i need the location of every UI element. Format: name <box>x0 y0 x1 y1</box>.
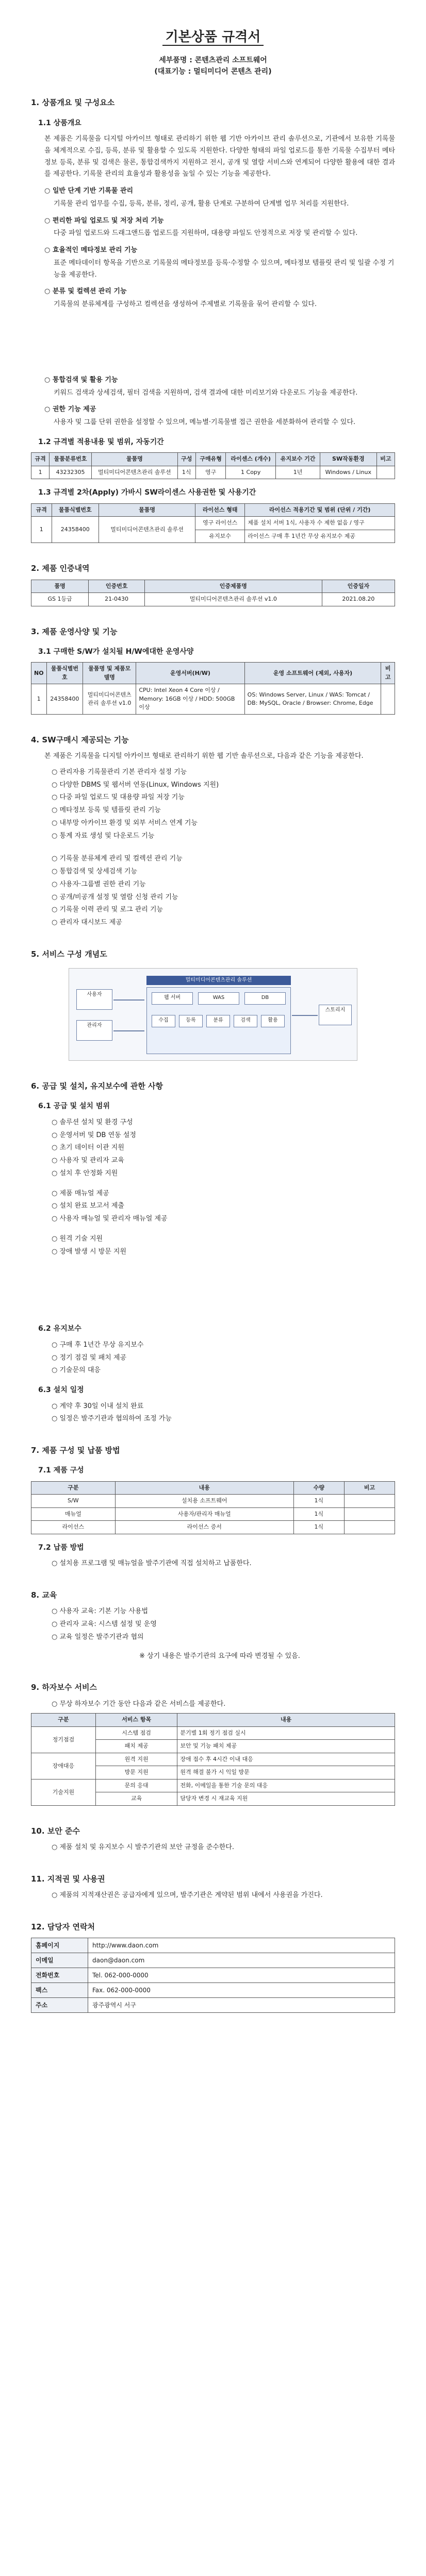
table-row <box>31 1953 395 1968</box>
table-cell <box>344 1495 395 1508</box>
table-header: 비고 <box>344 1481 395 1495</box>
table-cell: 전화, 이메일을 통한 기술 문의 대응 <box>177 1779 395 1792</box>
list-item: ○ 공개/비공개 설정 및 열람 신청 관리 기능 <box>52 893 178 901</box>
contact-key: 전화번호 <box>31 1968 88 1983</box>
table-cell: 유지보수 <box>195 530 245 543</box>
contact-value: Tel. 062-000-0000 <box>88 1968 395 1983</box>
spec-table <box>31 452 395 479</box>
table-cell <box>376 466 395 479</box>
note-text: ※ 상기 내용은 발주기관의 요구에 따라 변경될 수 있음. <box>139 1652 300 1660</box>
list-item: ○ 설치 완료 보고서 제출 <box>52 1202 124 1210</box>
table-cell: 정기점검 <box>31 1726 96 1753</box>
feature-body: 표준 메타데이터 항목을 기반으로 기록물의 메타정보를 등록·수정할 수 있으며, 메타정보 템플릿 관리 및 일괄 수정 기능을 제공한다. <box>54 259 395 279</box>
diagram-storage: 스토리지 <box>319 1005 352 1025</box>
table-header: 비고 <box>376 453 395 466</box>
table-cell: 멀티미디어콘텐츠관리 솔루션 <box>99 517 195 543</box>
title-text: 기본상품 규격서 <box>162 29 264 46</box>
section-6-heading: 6. 공급 및 설치, 유지보수에 관한 사항 <box>31 1081 163 1091</box>
diagram-arrow <box>113 1030 144 1031</box>
section-9-heading: 9. 하자보수 서비스 <box>31 1683 97 1692</box>
table-header: 운영서버(H/W) <box>136 663 244 684</box>
table-cell: 멀티미디어콘텐츠관리 솔루션 <box>91 466 177 479</box>
list-item: ○ 통계 자료 생성 및 다운로드 기능 <box>52 832 155 840</box>
contact-table <box>31 1938 395 2013</box>
list-item: ○ 구매 후 1년간 무상 유지보수 <box>52 1341 144 1349</box>
diagram-arrow <box>113 999 144 1001</box>
function-list-2 <box>31 853 395 929</box>
contact-value: Fax. 062-000-0000 <box>88 1983 395 1998</box>
contact-key: 홈페이지 <box>31 1938 88 1953</box>
service-diagram <box>69 968 357 1061</box>
table-cell <box>381 684 395 715</box>
table-cell: 사용자/관리자 매뉴얼 <box>115 1507 293 1521</box>
table-header: 구성 <box>177 453 195 466</box>
table-header: 물품식별번호 <box>46 663 83 684</box>
list-item: ○ 관리자 대시보드 제공 <box>52 919 122 927</box>
table-header: 인증번호 <box>89 580 145 593</box>
delivery-text: ○ 설치용 프로그램 및 매뉴얼을 발주기관에 직접 설치하고 납품한다. <box>52 1560 252 1568</box>
feature-head: ○ 분류 및 컬렉션 관리 기능 <box>44 287 127 296</box>
feature-head: ○ 통합검색 및 활용 기능 <box>44 376 118 384</box>
list-item: ○ 기록물 이력 관리 및 로그 관리 기능 <box>52 906 163 914</box>
section-4-intro: 본 제품은 기록물을 디지털 아카이브 형태로 관리하기 위한 웹 기반 솔루션으로, 다음과 같은 기능을 제공한다. <box>44 752 364 760</box>
table-header: 운영 소프트웨어 (제외, 사용자) <box>244 663 381 684</box>
list-item: ○ 통합검색 및 상세검색 기능 <box>52 868 138 876</box>
list-item: ○ 기술문의 대응 <box>52 1366 101 1375</box>
table-header: 비고 <box>381 663 395 684</box>
table-cell: 라이선스 <box>31 1521 116 1534</box>
table-row <box>31 1507 395 1521</box>
page-gap <box>31 313 395 369</box>
subtitle-line-2: (대표기능 : 멀티미디어 콘텐츠 관리) <box>154 67 272 76</box>
document-title <box>31 26 395 49</box>
table-cell: 1 Copy <box>226 466 276 479</box>
table-header: 물품명 <box>91 453 177 466</box>
document-subtitle <box>31 55 395 78</box>
list-item: ○ 내부망 아카이브 환경 및 외부 서비스 연계 기능 <box>52 819 198 827</box>
contact-key: 이메일 <box>31 1953 88 1968</box>
table-cell: 교육 <box>95 1792 177 1806</box>
feature-list <box>31 185 395 311</box>
table-cell: 패치 제공 <box>95 1740 177 1753</box>
section-10-heading: 10. 보안 준수 <box>31 1826 80 1836</box>
table-header: 라이센스 (개수) <box>226 453 276 466</box>
contact-value: 광주광역시 서구 <box>88 1998 395 2013</box>
table-row <box>31 684 395 715</box>
table-header: 라이선스 형태 <box>195 503 245 517</box>
table-header: 물품명 및 제품모델명 <box>83 663 136 684</box>
feature-body: 사용자 및 그룹 단위 권한을 설정할 수 있으며, 메뉴별·기록물별 접근 권한을 세분화하여 관리할 수 있다. <box>54 418 356 427</box>
diagram-was: WAS <box>198 992 239 1005</box>
table-cell: 담당자 변경 시 재교육 지원 <box>177 1792 395 1806</box>
diagram-module: 등록 <box>179 1015 203 1027</box>
table-cell: GS 1등급 <box>31 593 89 606</box>
table-header: 내용 <box>115 1481 293 1495</box>
table-header: NO <box>31 663 47 684</box>
feature-head: ○ 일반 단계 기반 기록물 관리 <box>44 187 134 195</box>
list-item: ○ 관리자용 기록물관리 기본 관리자 설정 기능 <box>52 768 187 776</box>
section-12-heading: 12. 담당자 연락처 <box>31 1922 95 1931</box>
table-row <box>31 1998 395 2013</box>
supply-list-3 <box>31 1233 395 1258</box>
supply-list-1 <box>31 1117 395 1180</box>
table-row <box>31 517 395 530</box>
feature-body: 다중 파일 업로드와 드래그앤드롭 업로드를 지원하며, 대용량 파일도 안정적으로 저장 및 관리할 수 있다. <box>54 229 358 238</box>
table-cell: 1식 <box>293 1507 344 1521</box>
table-cell: 원격 해결 불가 시 익일 방문 <box>177 1766 395 1780</box>
table-row <box>31 593 395 606</box>
table-cell: 보안 및 기능 패치 제공 <box>177 1740 395 1753</box>
table-cell: 영구 <box>195 466 225 479</box>
diagram-header: 멀티미디어콘텐츠관리 솔루션 <box>146 976 291 985</box>
table-cell: 영구 라이선스 <box>195 517 245 530</box>
list-item: ○ 초기 데이터 이관 지원 <box>52 1144 124 1152</box>
diagram-module: 분류 <box>206 1015 230 1027</box>
table-header: SW작동환경 <box>320 453 376 466</box>
contact-email-link[interactable]: daon@daon.com <box>88 1953 395 1968</box>
list-item: ○ 운영서버 및 DB 연동 설정 <box>52 1131 136 1139</box>
feature-head: ○ 편리한 파일 업로드 및 저장 처리 기능 <box>44 216 164 225</box>
table-header: 구분 <box>31 1714 96 1727</box>
diagram-admin: 관리자 <box>76 1020 112 1041</box>
table-cell: 원격 지원 <box>95 1753 177 1766</box>
table-header: 유지보수 기간 <box>276 453 320 466</box>
table-cell: 설치용 소프트웨어 <box>115 1495 293 1508</box>
list-item: ○ 교육 일정은 발주기관과 협의 <box>52 1633 144 1641</box>
table-cell: 멀티미디어콘텐츠관리 솔루션 v1.0 <box>83 684 136 715</box>
table-cell: 21-0430 <box>89 593 145 606</box>
table-header: 물품식별번호 <box>52 503 99 517</box>
table-cell: 24358400 <box>46 684 83 715</box>
section-7-2-heading: 7.2 납품 방법 <box>38 1543 84 1552</box>
section-1-1-heading: 1.1 상품개요 <box>38 118 81 127</box>
function-list-1 <box>31 767 395 842</box>
table-cell: 분기별 1회 정기 점검 실시 <box>177 1726 395 1740</box>
ip-text: ○ 제품의 지적재산권은 공급자에게 있으며, 발주기관은 계약된 범위 내에서 사용권을 가진다. <box>52 1891 323 1900</box>
diagram-arrow <box>292 1015 318 1016</box>
composition-table <box>31 1481 395 1534</box>
list-item: ○ 제품 매뉴얼 제공 <box>52 1189 109 1197</box>
diagram-module: 수집 <box>152 1015 175 1027</box>
section-2-heading: 2. 제품 인증내역 <box>31 564 90 573</box>
table-header: 규격 <box>31 503 52 517</box>
table-cell: 라이선스 구매 후 1년간 무상 유지보수 제공 <box>245 530 395 543</box>
table-row <box>31 466 395 479</box>
list-item: ○ 메타정보 등록 및 템플릿 관리 기능 <box>52 806 161 815</box>
table-cell: 1 <box>31 684 47 715</box>
table-cell: 1년 <box>276 466 320 479</box>
section-11-heading: 11. 지적권 및 사용권 <box>31 1874 105 1884</box>
feature-body: 기록물 관리 업무를 수집, 등록, 분류, 정리, 공개, 활용 단계로 구분하여 단계별 업무 처리를 지원한다. <box>54 199 349 208</box>
table-header: 내용 <box>177 1714 395 1727</box>
table-cell: 기술지원 <box>31 1779 96 1805</box>
section-5-heading: 5. 서비스 구성 개념도 <box>31 949 107 959</box>
table-cell: 1식 <box>177 466 195 479</box>
maintenance-list <box>31 1340 395 1377</box>
table-cell: 장애 접수 후 4시간 이내 대응 <box>177 1753 395 1766</box>
table-header: 인증일자 <box>322 580 395 593</box>
list-item: ○ 관리자 교육: 시스템 설정 및 운영 <box>52 1620 157 1629</box>
feature-head: ○ 효율적인 메타정보 관리 기능 <box>44 246 138 255</box>
table-header: 서비스 항목 <box>95 1714 177 1727</box>
table-row <box>31 1938 395 1953</box>
table-row <box>31 1968 395 1983</box>
table-header: 물품명 <box>99 503 195 517</box>
list-item: ○ 장애 발생 시 방문 지원 <box>52 1247 127 1256</box>
section-9-intro: ○ 무상 하자보수 기간 동안 다음과 같은 서비스를 제공한다. <box>52 1700 226 1708</box>
table-cell: 2021.08.20 <box>322 593 395 606</box>
table-cell: 43232305 <box>50 466 92 479</box>
section-3-1-heading: 3.1 구매한 S/W가 설치될 H/W에대한 운영사양 <box>38 647 194 656</box>
table-cell: 24358400 <box>52 517 99 543</box>
table-row <box>31 1495 395 1508</box>
table-header: 품명 <box>31 580 89 593</box>
table-cell: 매뉴얼 <box>31 1507 116 1521</box>
table-cell: 제품 설치 서버 1식, 사용자 수 제한 없음 / 영구 <box>245 517 395 530</box>
list-item: ○ 일정은 발주기관과 협의하여 조정 가능 <box>52 1415 172 1423</box>
section-6-3-heading: 6.3 설치 일정 <box>38 1386 84 1395</box>
table-header: 물품분류번호 <box>50 453 92 466</box>
feature-body: 기록물의 분류체계를 구성하고 컬렉션을 생성하여 주제별로 기록물을 묶어 관리할 수 있다. <box>54 300 317 309</box>
table-cell: S/W <box>31 1495 116 1508</box>
feature-body: 키워드 검색과 상세검색, 필터 검색을 지원하며, 검색 결과에 대한 미리보기와 다운로드 기능을 제공한다. <box>54 388 358 397</box>
table-header: 인증제품명 <box>144 580 322 593</box>
section-4-heading: 4. SW구매시 제공되는 기능 <box>31 735 129 744</box>
supply-list-2 <box>31 1188 395 1225</box>
diagram-module: 활용 <box>261 1015 285 1027</box>
list-item: ○ 다양한 DBMS 및 웹서버 연동(Linux, Windows 지원) <box>52 781 219 789</box>
list-item: ○ 사용자 교육: 기본 기능 사용법 <box>52 1607 149 1616</box>
diagram-module: 검색 <box>234 1015 257 1027</box>
table-header: 수량 <box>293 1481 344 1495</box>
diagram-web: 웹 서버 <box>152 992 193 1005</box>
table-cell: CPU: Intel Xeon 4 Core 이상 / Memory: 16GB 이상 / HDD: 500GB 이상 <box>136 684 244 715</box>
table-row <box>31 1521 395 1534</box>
list-item: ○ 솔루션 설치 및 환경 구성 <box>52 1118 133 1126</box>
list-item: ○ 사용자 및 관리자 교육 <box>52 1157 124 1165</box>
diagram-db: DB <box>244 992 286 1005</box>
table-header: 규격 <box>31 453 50 466</box>
table-cell: Windows / Linux <box>320 466 376 479</box>
list-item: ○ 계약 후 30일 이내 설치 완료 <box>52 1402 144 1410</box>
env-table <box>31 662 395 715</box>
subtitle-line-1: 세부품명 : 콘텐츠관리 소프트웨어 <box>159 56 267 64</box>
table-cell: 라이선스 증서 <box>115 1521 293 1534</box>
schedule-list <box>31 1401 395 1426</box>
section-1-heading: 1. 상품개요 및 구성요소 <box>31 98 115 108</box>
list-item: ○ 원격 기술 지원 <box>52 1234 103 1243</box>
table-header: 구매유형 <box>195 453 225 466</box>
section-1-2-heading: 1.2 규격별 적용내용 및 범위, 자동기간 <box>38 437 164 446</box>
section-1-3-heading: 1.3 규격별 2차(Apply) 가바시 SW라이센스 사용권한 및 사용기간 <box>38 488 256 497</box>
table-cell: 시스템 점검 <box>95 1726 177 1740</box>
feature-list-2 <box>31 375 395 429</box>
table-cell: 1 <box>31 517 52 543</box>
education-list <box>31 1606 395 1643</box>
table-cell: 1식 <box>293 1495 344 1508</box>
service-table <box>31 1713 395 1806</box>
license-table <box>31 503 395 544</box>
section-8-heading: 8. 교육 <box>31 1590 57 1600</box>
list-item: ○ 설치 후 안정화 지원 <box>52 1169 118 1177</box>
table-row <box>31 1726 395 1740</box>
list-item: ○ 정기 점검 및 패치 제공 <box>52 1353 127 1362</box>
list-item: ○ 기록물 분류체계 관리 및 컬렉션 관리 기능 <box>52 855 183 863</box>
cert-table <box>31 580 395 606</box>
table-cell: 1 <box>31 466 50 479</box>
contact-key: 주소 <box>31 1998 88 2013</box>
table-header: 구분 <box>31 1481 116 1495</box>
table-row <box>31 1779 395 1792</box>
table-cell: 멀티미디어콘텐츠관리 솔루션 v1.0 <box>144 593 322 606</box>
table-header: 라이선스 적용기간 및 범위 (단위 / 기간) <box>245 503 395 517</box>
section-6-1-heading: 6.1 공급 및 설치 범위 <box>38 1102 110 1111</box>
contact-homepage-link[interactable]: http://www.daon.com <box>88 1938 395 1953</box>
table-cell: OS: Windows Server, Linux / WAS: Tomcat / DB: MySQL, Oracle / Browser: Chrome, Edge <box>244 684 381 715</box>
page-gap <box>31 1259 395 1315</box>
table-cell <box>344 1521 395 1534</box>
list-item: ○ 다중 파일 업로드 및 대용량 파일 저장 기능 <box>52 793 185 802</box>
table-cell: 1식 <box>293 1521 344 1534</box>
table-row <box>31 1753 395 1766</box>
table-row <box>31 1983 395 1998</box>
table-cell <box>344 1507 395 1521</box>
feature-head: ○ 권한 기능 제공 <box>44 405 96 414</box>
section-6-2-heading: 6.2 유지보수 <box>38 1325 81 1333</box>
table-cell: 방문 지원 <box>95 1766 177 1780</box>
diagram-users: 사용자 <box>76 989 112 1010</box>
section-7-1-heading: 7.1 제품 구성 <box>38 1466 84 1475</box>
security-text: ○ 제품 설치 및 유지보수 시 발주기관의 보안 규정을 준수한다. <box>52 1843 235 1852</box>
list-item: ○ 사용자·그룹별 권한 관리 기능 <box>52 880 146 888</box>
table-cell: 장애대응 <box>31 1753 96 1779</box>
section-3-heading: 3. 제품 운영사양 및 기능 <box>31 626 118 636</box>
table-cell: 문의 응대 <box>95 1779 177 1792</box>
overview-paragraph: 본 제품은 기록물을 디지털 아카이브 형태로 관리하기 위한 웹 기반 아카이브 관리 솔루션으로, 기관에서 보유한 기록물을 체계적으로 수집, 등록, 분류 및 활용할 수 있도록 지원한다. 다양한 형태의 파일 업로드를 통한 기록물 수집부터 메타정보 등록, 분류 및 검색은 물론, 통합검색까지 지원하고 전시, 공개 및 열람 서비스와 연계되어 다양한 활용에 대한 결과를 제공한다. 기록물 관리의 효율성과 활용성을 높일 수 있는 기능을 제공한다. <box>44 135 395 178</box>
contact-key: 팩스 <box>31 1983 88 1998</box>
list-item: ○ 사용자 매뉴얼 및 관리자 매뉴얼 제공 <box>52 1215 168 1223</box>
section-7-heading: 7. 제품 구성 및 납품 방법 <box>31 1446 120 1455</box>
